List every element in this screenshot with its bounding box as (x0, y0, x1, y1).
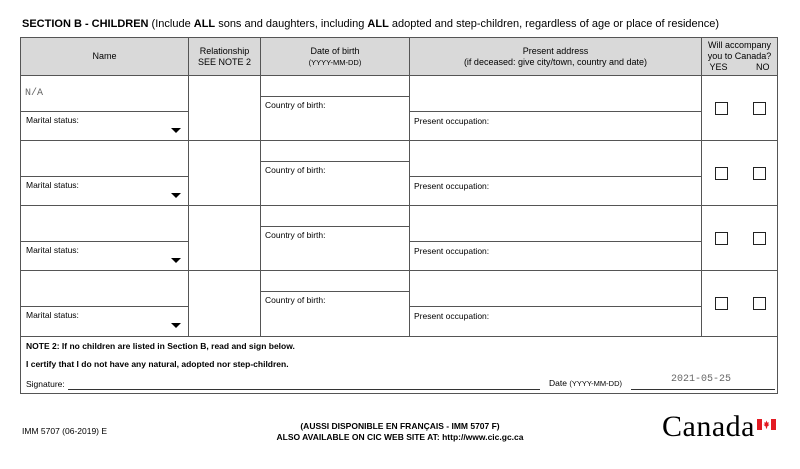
marital-status-label: Marital status: (26, 115, 79, 125)
date-label: Date (YYYY-MM-DD) (549, 378, 622, 388)
date-field[interactable] (631, 389, 775, 390)
no-checkbox-4[interactable] (753, 297, 766, 310)
no-label: NO (756, 62, 770, 72)
yes-checkbox-2[interactable] (715, 167, 728, 180)
no-checkbox-3[interactable] (753, 232, 766, 245)
date-of-birth-field-2[interactable] (260, 140, 410, 162)
header-present-address: Present address (if deceased: give city/town, country and date) (409, 37, 702, 76)
marital-status-select-3[interactable] (20, 241, 189, 271)
accompany-cell-4 (701, 270, 778, 337)
present-address-field-1[interactable] (409, 75, 702, 112)
chevron-down-icon (171, 258, 181, 263)
date-of-birth-field-4[interactable] (260, 270, 410, 292)
signature-field[interactable] (68, 389, 540, 390)
child-name-value: N/A (25, 88, 44, 99)
section-title: SECTION B - CHILDREN (Include ALL sons and daughters, including ALL adopted and step-children, regardless of age or place of residence) (22, 18, 720, 30)
yes-checkbox-3[interactable] (715, 232, 728, 245)
marital-status-select-1[interactable] (20, 111, 189, 141)
note2-text: NOTE 2: If no children are listed in Section B, read and sign below. (26, 341, 295, 351)
certify-text: I certify that I do not have any natural, adopted nor step-children. (26, 359, 289, 369)
country-of-birth-field-3[interactable] (260, 226, 410, 271)
note2-box (20, 336, 778, 394)
present-occupation-field-4[interactable] (409, 306, 702, 337)
present-occupation-label: Present occupation: (414, 116, 490, 126)
country-of-birth-field-4[interactable] (260, 291, 410, 337)
yes-checkbox-1[interactable] (715, 102, 728, 115)
present-address-field-3[interactable] (409, 205, 702, 242)
country-of-birth-label: Country of birth: (265, 230, 326, 240)
canada-wordmark: Canada (662, 410, 755, 443)
child-name-field-1[interactable] (20, 75, 189, 112)
form-id: IMM 5707 (06-2019) E (22, 426, 108, 436)
country-of-birth-field-2[interactable] (260, 161, 410, 206)
present-occupation-label: Present occupation: (414, 311, 490, 321)
marital-status-select-4[interactable] (20, 306, 189, 337)
chevron-down-icon (171, 128, 181, 133)
no-checkbox-1[interactable] (753, 102, 766, 115)
date-of-birth-field-3[interactable] (260, 205, 410, 227)
website-availability: ALSO AVAILABLE ON CIC WEB SITE AT: http://www.cic.gc.ca (276, 432, 524, 442)
accompany-cell-1 (701, 75, 778, 141)
header-relationship: Relationship SEE NOTE 2 (188, 37, 261, 76)
present-occupation-label: Present occupation: (414, 181, 490, 191)
country-of-birth-label: Country of birth: (265, 100, 326, 110)
marital-status-label: Marital status: (26, 180, 79, 190)
child-name-field-2[interactable] (20, 140, 189, 177)
marital-status-label: Marital status: (26, 245, 79, 255)
header-name: Name (20, 37, 189, 76)
present-occupation-field-1[interactable] (409, 111, 702, 141)
header-date-of-birth: Date of birth (YYYY-MM-DD) (260, 37, 410, 76)
relationship-field-2[interactable] (188, 140, 261, 206)
present-occupation-field-2[interactable] (409, 176, 702, 206)
chevron-down-icon (171, 323, 181, 328)
present-occupation-label: Present occupation: (414, 246, 490, 256)
child-name-field-3[interactable] (20, 205, 189, 242)
yes-checkbox-4[interactable] (715, 297, 728, 310)
canadian-flag-icon (757, 417, 776, 428)
yes-label: YES (709, 62, 728, 72)
header-will-accompany: Will accompany you to Canada? YES NO (701, 37, 778, 76)
present-occupation-field-3[interactable] (409, 241, 702, 271)
country-of-birth-label: Country of birth: (265, 165, 326, 175)
relationship-field-4[interactable] (188, 270, 261, 337)
accompany-cell-2 (701, 140, 778, 206)
french-availability: (AUSSI DISPONIBLE EN FRANÇAIS - IMM 5707 F) (300, 421, 500, 431)
date-value: 2021-05-25 (671, 374, 732, 385)
signature-label: Signature: (26, 379, 65, 389)
country-of-birth-label: Country of birth: (265, 295, 326, 305)
accompany-cell-3 (701, 205, 778, 271)
relationship-field-3[interactable] (188, 205, 261, 271)
child-name-field-4[interactable] (20, 270, 189, 307)
present-address-field-4[interactable] (409, 270, 702, 307)
country-of-birth-field-1[interactable] (260, 96, 410, 141)
no-checkbox-2[interactable] (753, 167, 766, 180)
marital-status-select-2[interactable] (20, 176, 189, 206)
date-of-birth-field-1[interactable] (260, 75, 410, 97)
marital-status-label: Marital status: (26, 310, 79, 320)
chevron-down-icon (171, 193, 181, 198)
present-address-field-2[interactable] (409, 140, 702, 177)
relationship-field-1[interactable] (188, 75, 261, 141)
